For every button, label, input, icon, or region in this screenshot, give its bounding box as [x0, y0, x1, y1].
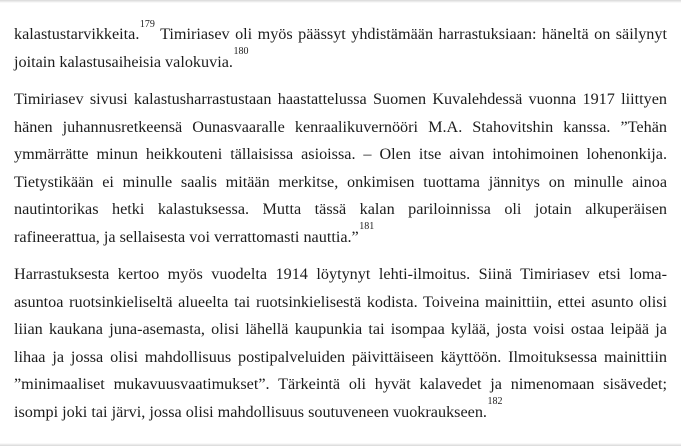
- text-run: kalastustarvikkeita.: [14, 25, 140, 43]
- text-run: Harrastuksesta kertoo myös vuodelta 1914 löytynyt lehti-ilmoitus. Siinä Timiriasev etsi loma-asuntoa ruotsinkieliseltä alueelta tai ruotsinkielisestä kodista. Toiveina mainittiin, ettei asunto olisi liian kaukana juna-asemasta, olisi lähellä kaupunkia tai isompaa kylää, josta voisi ostaa leipää ja lihaa ja jossa olisi mahdollisuus postipalveluiden päivittäiseen käyttöön. Ilmoituksessa mainittiin ”minimaaliset mukavuusvaatimukset”. Tärkeintä oli hyvät kalavedet ja nimenomaan sisävedet; isompi joki tai järvi, jossa olisi mahdollisuus soutuveneen vuokraukseen.: [14, 265, 667, 421]
- paragraph: [14, 261, 667, 426]
- footnote-reference: 180: [233, 46, 249, 58]
- footnote-reference: 182: [487, 396, 503, 408]
- document-body: [14, 18, 667, 426]
- page-top-edge: [0, 0, 681, 3]
- paragraph: [14, 86, 667, 251]
- footnote-reference: 179: [139, 18, 155, 30]
- paragraph: [14, 18, 667, 76]
- footnote-reference: 181: [359, 221, 375, 233]
- text-run: Timiriasev sivusi kalastusharrastustaan haastattelussa Suomen Kuvalehdessä vuonna 1917 liittyen hänen juhannusretkeensä Ounasvaaralle kenraalikuvernööri M.A. Stahovitshin kanssa. ”Tehän ymmärrätte minun heikkouteni tällaisissa asioissa. – Olen itse aivan intohimoinen lohenonkija. Tietystikään ei minulle saalis mitään merkitse, onkimisen tuottama jännitys on minulle ainoa nautintorikas hetki kalastuksessa. Mutta tässä kalan pariloinnissa oli jotain alkuperäisen rafineerattua, ja sellaisesta voi verrattomasti nauttia.”: [14, 90, 667, 246]
- text-run: Timiriasev oli myös päässyt yhdistämään harrastuksiaan: häneltä on säilynyt joitain kalastusaiheisia valokuvia.: [14, 25, 667, 71]
